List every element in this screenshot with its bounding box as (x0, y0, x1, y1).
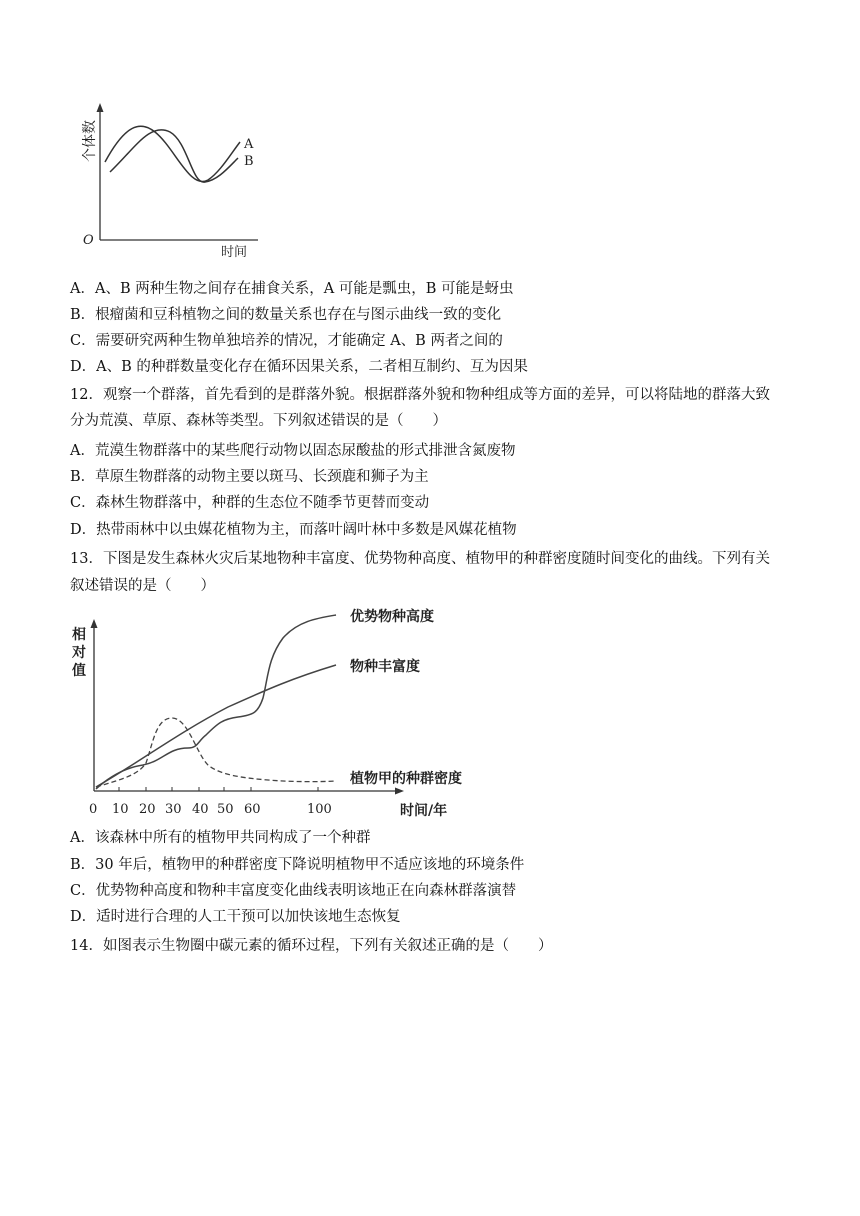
q11-option-b: B．根瘤菌和豆科植物之间的数量关系也存在与图示曲线一致的变化 (70, 307, 502, 323)
q13-stem-line-1: 13．下图是发生森林火灾后某地物种丰富度、优势物种高度、植物甲的种群密度随时间变化的曲线。下列有关 (70, 551, 770, 567)
q12-option-a: A．荒漠生物群落中的某些爬行动物以固态尿酸盐的形式排泄含氮废物 (70, 443, 516, 459)
q11-option-d: D．A、B 的种群数量变化存在循环因果关系，二者相互制约、互为因果 (70, 359, 528, 375)
series-label-plant-density: 植物甲的种群密度 (350, 771, 462, 787)
q12-option-d: D．热带雨林中以虫媒花植物为主，而落叶阔叶林中多数是风媒花植物 (70, 522, 517, 538)
fig2-y-label-1: 相 (72, 627, 86, 643)
x-tick-50: 50 (217, 802, 234, 817)
fig1-x-axis-label: 时间 (221, 245, 248, 260)
series-label-species-richness: 物种丰富度 (350, 659, 420, 675)
curve-b-label: B (244, 154, 254, 169)
q13-option-c: C．优势物种高度和物种丰富度变化曲线表明该地正在向森林群落演替 (70, 883, 517, 899)
q12-stem-line-2: 分为荒漠、草原、森林等类型。下列叙述错误的是（ ） (70, 413, 447, 429)
fig1-origin-label: O (83, 233, 94, 248)
q13-stem-line-2: 叙述错误的是（ ） (70, 578, 215, 594)
x-tick-60: 60 (244, 802, 261, 817)
q12-stem-line-1: 12．观察一个群落，首先看到的是群落外貌。根据群落外貌和物种组成等方面的差异，可以将陆地的群落大致 (70, 387, 770, 403)
q13-option-a: A．该森林中所有的植物甲共同构成了一个种群 (70, 830, 371, 846)
x-tick-10: 10 (112, 802, 129, 817)
q14-stem: 14．如图表示生物圈中碳元素的循环过程，下列有关叙述正确的是（ ） (70, 938, 553, 954)
fig1-y-axis-label: 个体数 (82, 120, 98, 162)
fig2-y-label-3: 值 (72, 663, 86, 679)
q13-option-b: B．30 年后，植物甲的种群密度下降说明植物甲不适应该地的环境条件 (70, 857, 525, 873)
q13-option-d: D．适时进行合理的人工干预可以加快该地生态恢复 (70, 909, 401, 925)
fig2-y-label-2: 对 (72, 645, 86, 661)
x-tick-0: 0 (89, 802, 98, 817)
series-label-dominant-height: 优势物种高度 (350, 609, 434, 625)
q12-option-c: C．森林生物群落中，种群的生态位不随季节更替而变动 (70, 495, 430, 511)
x-tick-40: 40 (192, 802, 209, 817)
x-tick-30: 30 (165, 802, 182, 817)
x-tick-100: 100 (307, 802, 332, 817)
q11-option-c: C．需要研究两种生物单独培养的情况，才能确定 A、B 两者之间的 (70, 333, 503, 349)
q12-option-b: B．草原生物群落的动物主要以斑马、长颈鹿和狮子为主 (70, 469, 429, 485)
q11-option-a: A．A、B 两种生物之间存在捕食关系，A 可能是瓢虫，B 可能是蚜虫 (70, 281, 514, 297)
fig2-x-axis-label: 时间/年 (400, 803, 448, 819)
curve-a-label: A (244, 137, 254, 152)
x-tick-20: 20 (139, 802, 156, 817)
figure-population-curves (80, 100, 265, 260)
figure-succession-curves (68, 603, 488, 823)
